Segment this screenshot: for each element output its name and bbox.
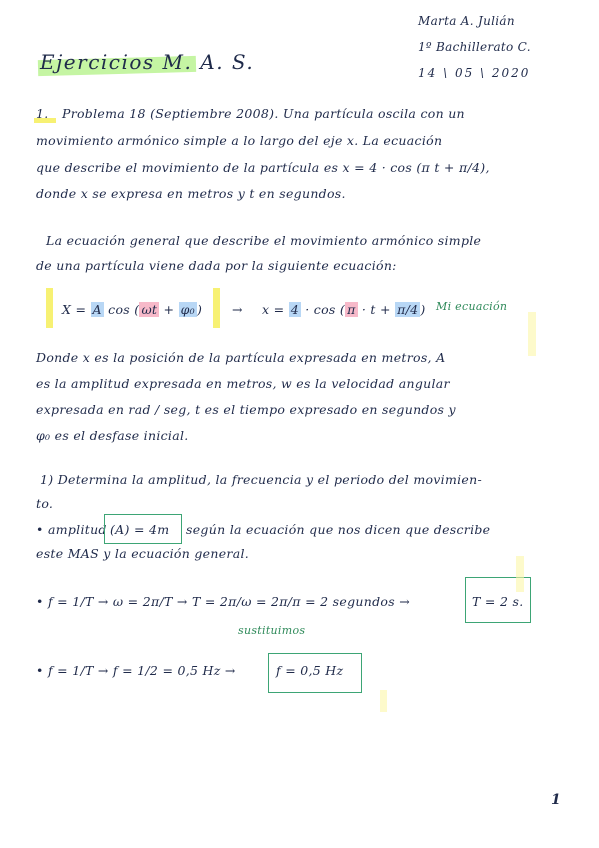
period-result: T = 2 s. — [472, 594, 524, 609]
substitute-note: sustituimos — [238, 624, 306, 637]
specific-amplitude: 4 — [290, 302, 299, 317]
formula-amplitude: A — [92, 302, 102, 317]
explanation-line-4: φ₀ es el desfase inicial. — [36, 428, 189, 443]
formula-x: X = — [62, 302, 87, 317]
specific-cos: · cos ( — [305, 302, 346, 317]
amplitude-value: (A) = 4m — [110, 522, 170, 537]
problem-line-4: donde x se expresa en metros y t en segundos. — [36, 186, 346, 201]
specific-formula — [262, 302, 426, 317]
amplitude-text: según la ecuación que nos dicen que describe — [186, 522, 491, 537]
specific-plus: + — [380, 302, 391, 317]
specific-t: · t — [361, 302, 376, 317]
course-label: 1º Bachillerato C. — [418, 40, 531, 54]
problem-number: 1. — [36, 106, 49, 121]
explanation-line-1: Donde x es la posición de la partícula expresada en metros, A — [36, 350, 446, 365]
formula-arrow: → — [232, 302, 243, 317]
formula-left-bar — [46, 288, 53, 328]
period-side-highlight — [516, 556, 524, 592]
formula-right-bar — [213, 288, 220, 328]
period-derivation: • f = 1/T → ω = 2π/T → T = 2π/ω = 2π/π = 2 segundos → — [36, 594, 410, 609]
amplitude-prefix: • amplitud — [36, 522, 107, 537]
formula-phase: φ₀ — [180, 302, 195, 317]
explanation-line-3: expresada en rad / seg, t es el tiempo expresado en segundos y — [36, 402, 456, 417]
frequency-derivation: • f = 1/T → f = 1/2 = 0,5 Hz → — [36, 663, 236, 678]
formula-omega-t: ωt — [141, 302, 158, 317]
specific-phase: π/4 — [397, 302, 419, 317]
explanation-line-2: es la amplitud expresada en metros, w es la velocidad angular — [36, 376, 450, 391]
problem-line-3: que describe el movimiento de la partícula es x = 4 · cos (π t + π/4), — [36, 160, 490, 175]
frequency-side-highlight — [380, 690, 387, 712]
formula-close: ) — [196, 302, 203, 317]
specific-close: ) — [420, 302, 426, 317]
specific-pi: π — [347, 302, 356, 317]
my-equation-note: Mi ecuación — [436, 300, 508, 313]
general-eq-line-1: La ecuación general que describe el movimiento armónico simple — [46, 233, 482, 248]
question-line-1: 1) Determina la amplitud, la frecuencia y el periodo del movimien- — [40, 472, 482, 487]
side-highlight — [528, 312, 536, 356]
question-line-2: to. — [36, 496, 54, 511]
frequency-result: f = 0,5 Hz — [276, 663, 344, 678]
formula-plus: + — [163, 302, 175, 317]
page-number: 1 — [551, 792, 561, 808]
date-label: 14 \ 05 \ 2020 — [418, 66, 531, 80]
problem-line-1: Problema 18 (Septiembre 2008). Una partícula oscila con un — [62, 106, 465, 121]
formula-cos: cos ( — [108, 302, 140, 317]
specific-x: x = — [262, 302, 285, 317]
general-eq-line-2: de una partícula viene dada por la siguiente ecuación: — [36, 258, 397, 273]
page-title: Ejercicios M. A. S. — [40, 50, 255, 74]
author-name: Marta A. Julián — [418, 14, 515, 28]
general-formula — [62, 302, 202, 317]
problem-line-2: movimiento armónico simple a lo largo del eje x. La ecuación — [36, 133, 443, 148]
amplitude-line-2: este MAS y la ecuación general. — [36, 546, 250, 561]
